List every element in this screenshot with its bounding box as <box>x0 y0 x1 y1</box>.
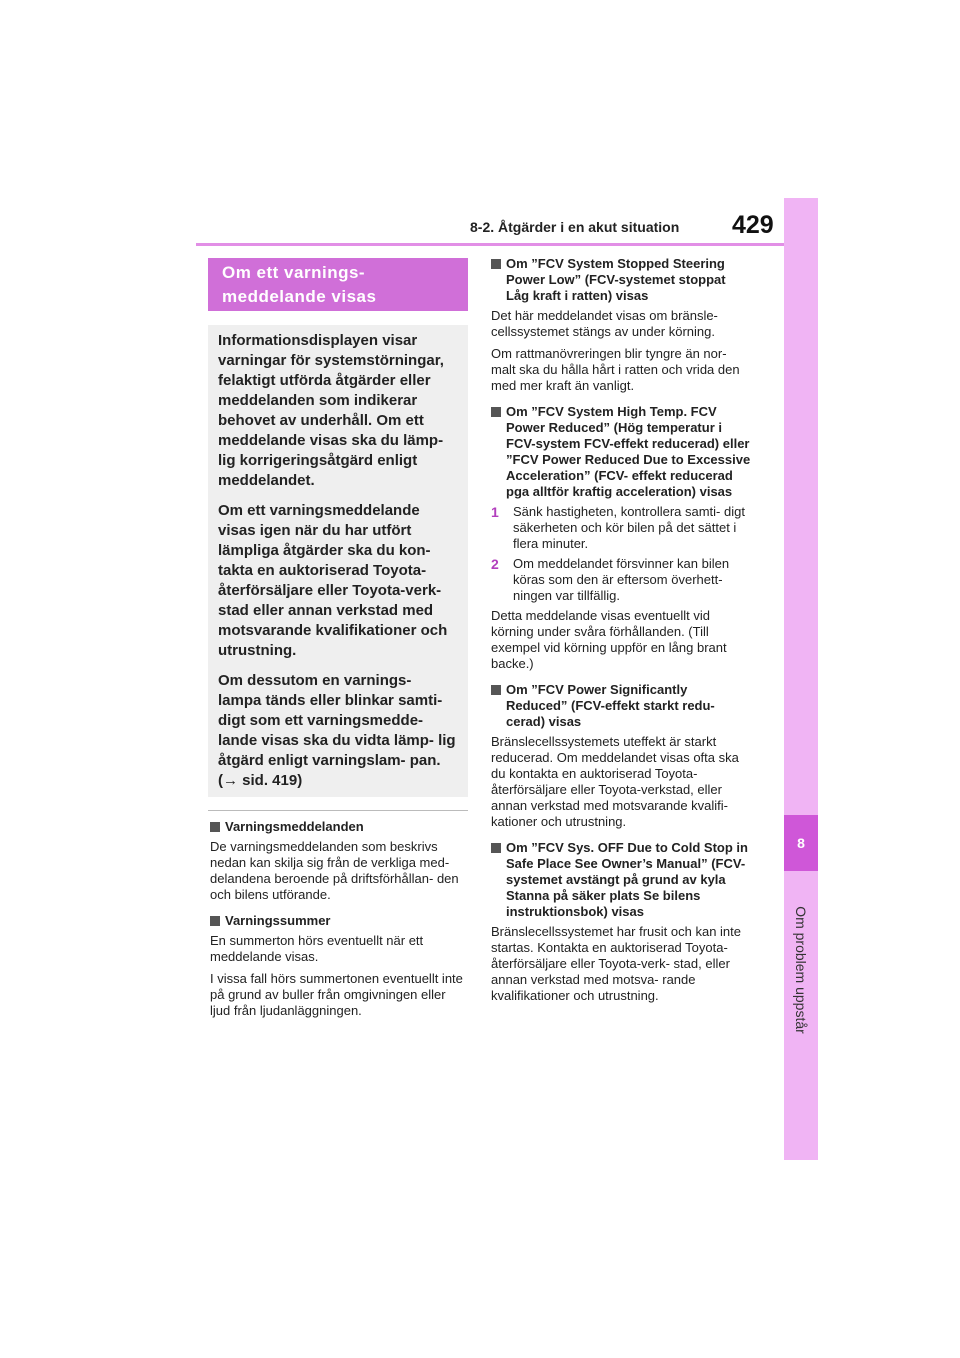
subheading-power-significantly-reduced <box>491 682 751 730</box>
info-box <box>208 325 468 797</box>
topic-title-line-2: meddelande visas <box>222 287 377 306</box>
topic-title-line-1: Om ett varnings- <box>222 263 366 282</box>
step-item <box>491 504 751 552</box>
subheading-high-temp <box>491 404 751 500</box>
info-paragraph-2: Om ett varningsmeddelande visas igen när du har utfört lämpliga åtgärder ska du kon- takta en auktoriserad Toyota- återförsäljare eller Toyota-verk- stad eller annan verkstad med motsvarande kvalifikationer och utrustning. <box>218 502 448 659</box>
subheading-text: Om ”FCV System High Temp. FCV Power Reduced” (Hög temperatur i FCV-system FCV-effekt reducerad) eller ”FCV Power Reduced Due to Excessive Acceleration” (FCV- effekt reducerad pga alltför kraftig acceleration) visas <box>506 404 751 499</box>
step-text: Sänk hastigheten, kontrollera samti- digt säkerheten och kör bilen på det sättet i flera minuter. <box>513 504 745 551</box>
paragraph: I vissa fall hörs summertonen eventuellt inte på grund av buller från omgivningen eller ljud från ljudanläggningen. <box>210 971 463 1018</box>
header-rule <box>196 243 784 246</box>
info-paragraph-1: Informationsdisplayen visar varningar för systemstörningar, felaktigt utförda åtgärder eller meddelanden som indikerar behovet av underhåll. Om ett meddelande visas ska du lämp- lig korrigeringsåtgärd enligt meddelandet. <box>218 332 444 489</box>
bullet-square-icon <box>491 407 501 417</box>
bullet-square-icon <box>491 843 501 853</box>
paragraph: Det här meddelandet visas om bränsle- cellssystemet stängs av under körning. <box>491 308 718 339</box>
section-divider <box>208 810 468 811</box>
chapter-number: 8 <box>784 815 818 871</box>
bullet-square-icon <box>210 916 220 926</box>
step-text: Om meddelandet försvinner kan bilen köras som den är eftersom överhett- ningen var tillfällig. <box>513 556 730 603</box>
subheading-text: Varningsmeddelanden <box>225 819 364 834</box>
page-number: 429 <box>732 211 774 239</box>
subheading-text: Om ”FCV System Stopped Steering Power Low” (FCV-systemet stoppat Låg kraft i ratten) visas <box>506 256 726 303</box>
step-number: 2 <box>491 556 499 572</box>
bullet-square-icon <box>491 259 501 269</box>
subheading-text: Om ”FCV Sys. OFF Due to Cold Stop in Safe Place See Owner’s Manual” (FCV-systemet avstängt på grund av kyla Stanna på säker plats Se bilens instruktionsbok) visas <box>506 840 748 919</box>
subheading-warning-messages <box>210 819 468 835</box>
subheading-text: Om ”FCV Power Significantly Reduced” (FCV-effekt starkt redu- cerad) visas <box>506 682 715 729</box>
paragraph: Om rattmanövreringen blir tyngre än nor- malt ska du hålla hårt i ratten och vrida den med mer kraft än vanligt. <box>491 346 740 393</box>
paragraph: De varningsmeddelanden som beskrivs nedan kan skilja sig från de verkliga med- delandena beroende på driftsförhållan- den och bilens utförande. <box>210 839 459 902</box>
subheading-sys-off-cold <box>491 840 751 920</box>
subheading-steering-power-low <box>491 256 751 304</box>
paragraph: Bränslecellssystemets uteffekt är starkt reducerad. Om meddelandet visas ofta ska du kontakta en auktoriserad Toyota- återförsäljare eller Toyota-verkstad, eller annan verkstad med motsvarande kvalifi- kationer och utrustning. <box>491 734 739 829</box>
right-column-text <box>491 256 751 1010</box>
step-number: 1 <box>491 504 499 520</box>
bullet-square-icon <box>210 822 220 832</box>
subheading-text: Varningssummer <box>225 913 331 928</box>
info-paragraph-3: Om dessutom en varnings- lampa tänds eller blinkar samti- digt som ett varningsmedde- lande visas ska du vidta lämp- lig åtgärd enligt varningslam- pan. (→ sid. 419) <box>218 672 456 789</box>
topic-title-box <box>208 258 468 311</box>
bullet-square-icon <box>491 685 501 695</box>
step-item <box>491 556 751 604</box>
subheading-warning-buzzer <box>210 913 468 929</box>
section-title: 8-2. Åtgärder i en akut situation <box>470 219 680 235</box>
paragraph: Bränslecellssystemet har frusit och kan inte startas. Kontakta en auktoriserad Toyota-återförsäljare eller Toyota-verk- stad, eller annan verkstad med motsva- rande kvalifikationer och utrustning. <box>491 924 741 1003</box>
left-column-text <box>210 819 468 1025</box>
paragraph: Detta meddelande visas eventuellt vid körning under svåra förhållanden. (Till exempel vid körning uppför en lång brant backe.) <box>491 608 727 671</box>
chapter-label: Om problem uppstår <box>793 906 809 1034</box>
paragraph: En summerton hörs eventuellt när ett meddelande visas. <box>210 933 424 964</box>
